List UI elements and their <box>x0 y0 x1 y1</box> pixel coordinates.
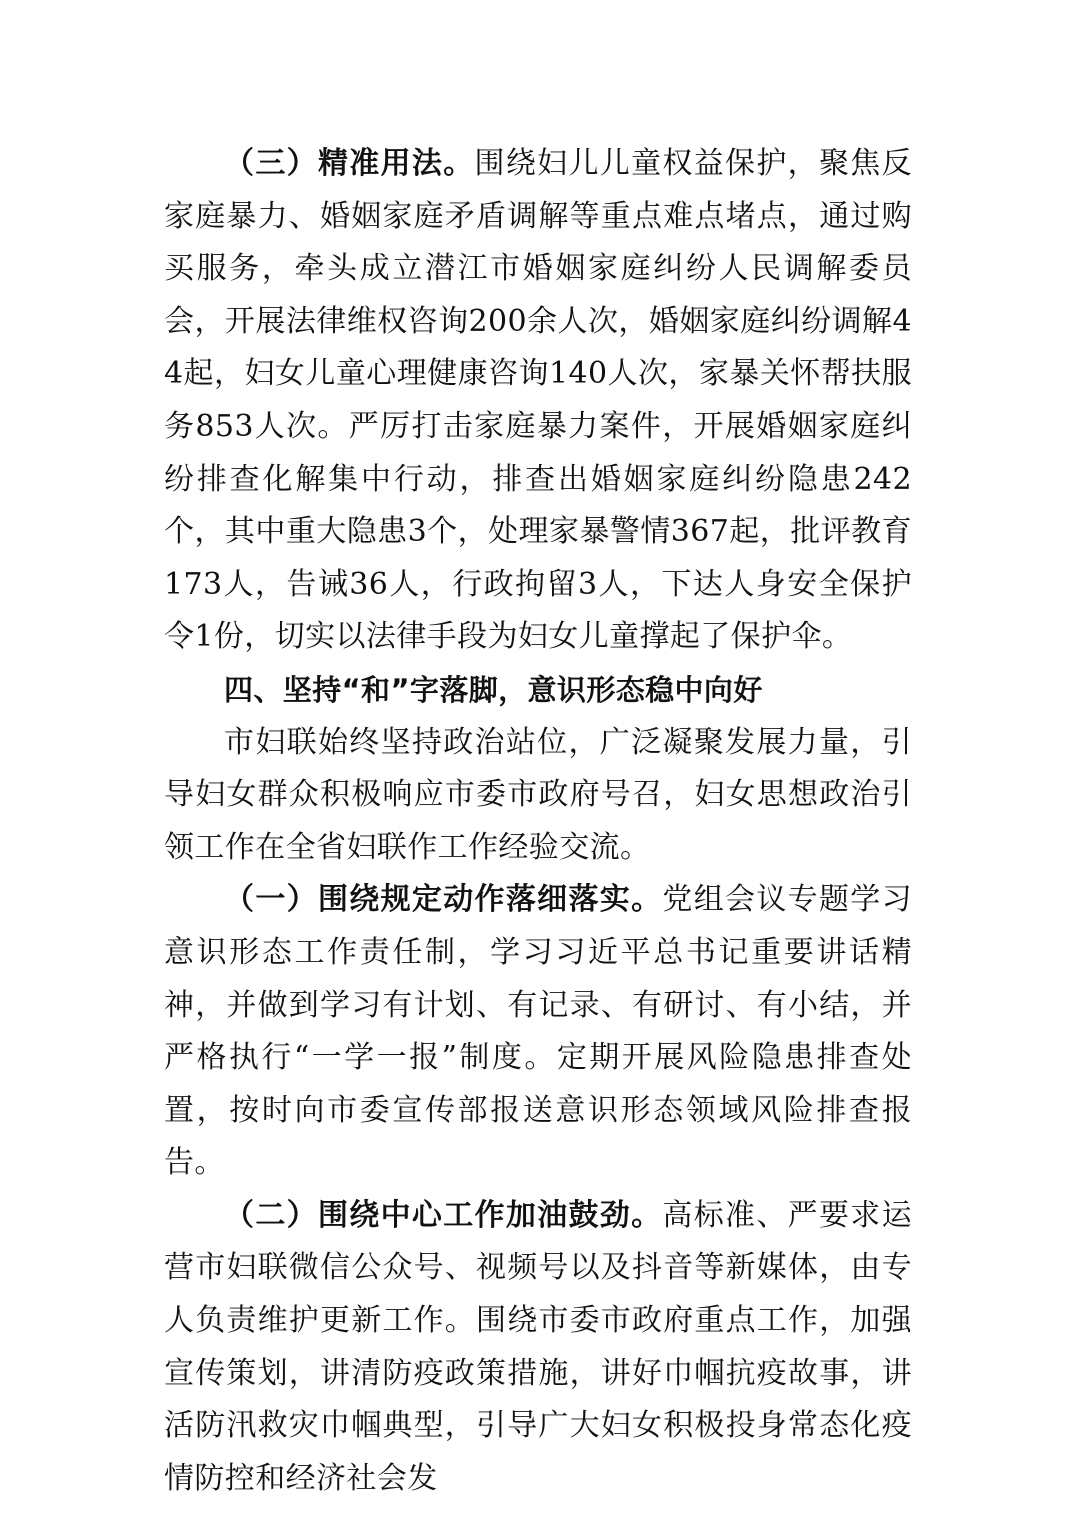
paragraph-lead: （三）精准用法。 <box>224 146 475 181</box>
section-heading: 四、坚持“和”字落脚，意识形态稳中向好 <box>224 672 763 707</box>
paragraph-lead: （二）围绕中心工作加油鼓劲。 <box>224 1197 663 1233</box>
paragraph-precise-law <box>164 138 912 664</box>
paragraph-body: 党组会议专题学习意识形态工作责任制，学习习近平总书记重要讲话精神，并做到学习有计划、有记录、有研讨、有小结，并严格执行“一学一报”制度。定期开展风险隐患排查处置，按时向市委宣传部报送意识形态领域风险排查报告。 <box>164 882 913 1181</box>
document-page <box>164 138 912 1505</box>
paragraph-lead: （一）围绕规定动作落细落实。 <box>224 882 663 918</box>
paragraph-body: 市妇联始终坚持政治站位，广泛凝聚发展力量，引导妇女群众积极响应市委市政府号召，妇女思想政治引领工作在全省妇联作工作经验交流。 <box>164 724 912 865</box>
paragraph-body: 围绕妇儿儿童权益保护，聚焦反家庭暴力、婚姻家庭矛盾调解等重点难点堵点，通过购买服务，牵头成立潜江市婚姻家庭纠纷人民调解委员会，开展法律维权咨询200余人次，婚姻家庭纠纷调解44起，妇女儿童心理健康咨询140人次，家暴关怀帮扶服务853人次。严厉打击家庭暴力案件，开展婚姻家庭纠纷排查化解集中行动，排查出婚姻家庭纠纷隐患242个，其中重大隐患3个，处理家暴警情367起，批评教育173人，告诫36人，行政拘留3人，下达人身安全保护令1份，切实以法律手段为妇女儿童撑起了保护伞。 <box>164 146 912 655</box>
paragraph-intro <box>164 717 912 875</box>
paragraph-rules <box>164 874 912 1190</box>
paragraph-center-work <box>164 1190 912 1506</box>
paragraph-body: 高标准、严要求运营市妇联微信公众号、视频号以及抖音等新媒体，由专人负责维护更新工作。围绕市委市政府重点工作，加强宣传策划，讲清防疫政策措施，讲好巾帼抗疫故事，讲活防汛救灾巾帼典型，引导广大妇女积极投身常态化疫情防控和经济社会发 <box>164 1197 913 1496</box>
